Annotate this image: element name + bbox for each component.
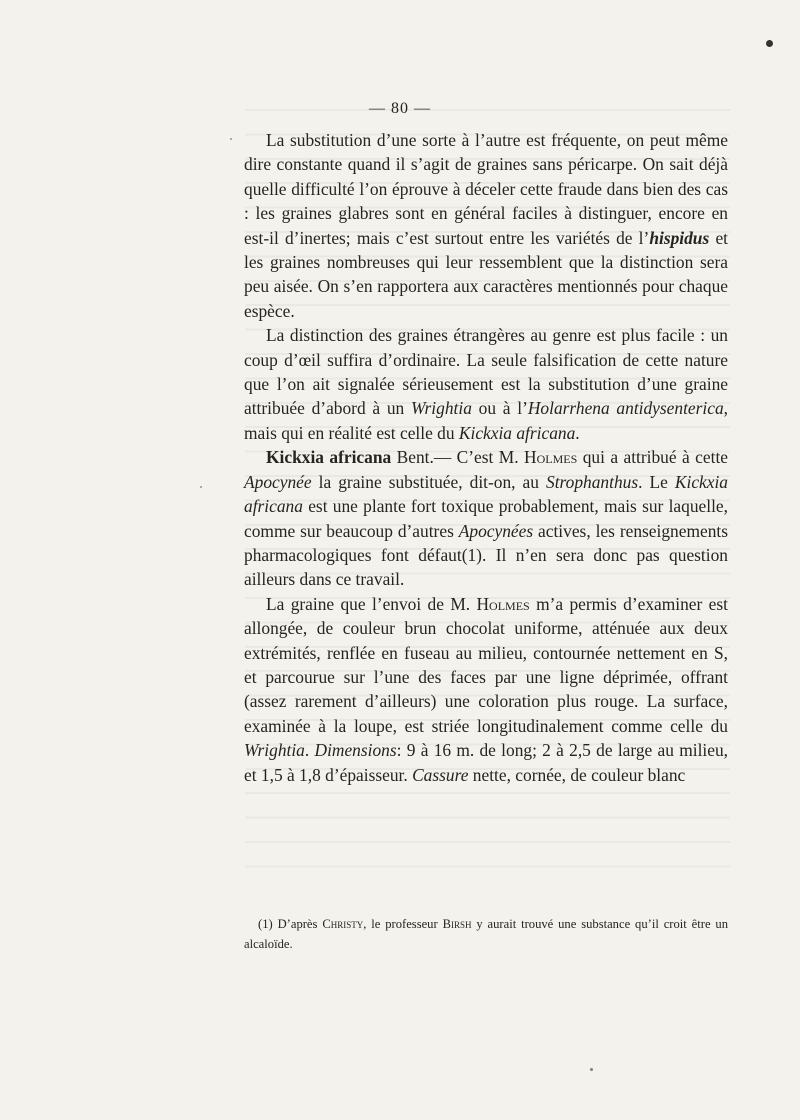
genus-name: Wrightia [411, 398, 472, 419]
page-number: — 80 — [369, 100, 431, 117]
text-run: la graine substituée, dit-on, au [311, 471, 546, 492]
text-run: , le professeur [363, 917, 443, 931]
section-label: Dimensions [314, 740, 397, 761]
section-label: Cassure [412, 764, 469, 785]
text-run: Bent.— C’est M. [391, 447, 525, 468]
text-run: La graine que l’envoi de M. [266, 593, 477, 614]
author-name: Holmes [476, 593, 530, 614]
entry-heading: Kickxia africana [266, 447, 392, 468]
text-run: La distinction des graines étrangères au genre est plus facile : un coup d’œil suffira d’ordinaire. La seule falsification de cette nature que l’on ait signalée sérieusement est la substitution d’une graine attribuée d’abord à un [244, 325, 728, 419]
text-run: et les graines nombreuses qui leur ressemblent que la distinction sera peu aisée. On s’en rapportera aux caractères mentionnés pour chaque espèce. [244, 227, 728, 321]
text-run: . [575, 422, 580, 443]
text-run: qui a attribué à cette [577, 447, 728, 468]
text-run: y aurait trouvé une substance qu’il croit être un alcaloïde. [244, 917, 729, 951]
species-name: hispidus [649, 227, 710, 248]
author-name: Holmes [524, 447, 578, 468]
genus-name: Wrightia [244, 740, 305, 761]
paragraph-distinction [244, 323, 728, 445]
text-run: ou à l’ [471, 398, 528, 419]
text-run: est une plante fort toxique probablement, mais sur laquelle, comme sur beaucoup d’autres [244, 496, 728, 541]
genus-name: Strophanthus [546, 471, 639, 492]
text-run: (1) D’après [258, 917, 323, 931]
text-run: actives, les renseignements pharmacologiques font défaut(1). Il n’en sera donc pas question ailleurs dans ce travail. [244, 520, 728, 590]
ink-speck [590, 1068, 593, 1071]
family-name: Apocynée [244, 471, 312, 492]
author-name: Birsh [442, 917, 472, 931]
family-name: Apocynées [458, 520, 534, 541]
paragraph-kickxia [244, 445, 728, 591]
footnote [244, 914, 728, 954]
text-run: . Le [638, 471, 675, 492]
text-run: : 9 à 16 m. de long; 2 à 2,5 de large au milieu, et 1,5 à 1,8 d’épaisseur. [244, 740, 728, 785]
ink-speck [766, 40, 773, 47]
species-name: Kickxia africana [244, 471, 729, 517]
author-name: Christy [322, 917, 364, 931]
species-name: Holarrhena antidysenterica [527, 398, 724, 419]
ink-speck [230, 138, 232, 140]
ink-speck [200, 486, 202, 488]
text-run: La substitution d’une sorte à l’autre est fréquente, on peut même dire constante quand il s’agit de graines sans péricarpe. On sait déjà quelle difficulté l’on éprouve à déceler cette fraude dans bien des cas : les graines glabres sont en général faciles à distinguer, encore en est-il d’inertes; mais c’est surtout entre les variétés de l’ [244, 130, 728, 248]
text-run: m’a permis d’examiner est allongée, de couleur brun chocolat uniforme, atténuée aux deux extrémités, renflée en fuseau au milieu, contournée nettement en S, et parcourue sur l’une des faces par une ligne déprimée, offrant (assez rarement d’ailleurs) une coloration plus rouge. La surface, examinée à la loupe, est striée longitudinalement comme celle du [244, 593, 728, 736]
paragraph-seed-description [244, 592, 728, 787]
text-run: , mais qui en réalité est celle du [244, 398, 728, 443]
text-run: . [304, 740, 315, 761]
text-run: nette, cornée, de couleur blanc [468, 764, 686, 785]
body-text [244, 128, 728, 787]
species-name: Kickxia africana [458, 422, 576, 443]
paragraph-substitution [244, 128, 728, 323]
